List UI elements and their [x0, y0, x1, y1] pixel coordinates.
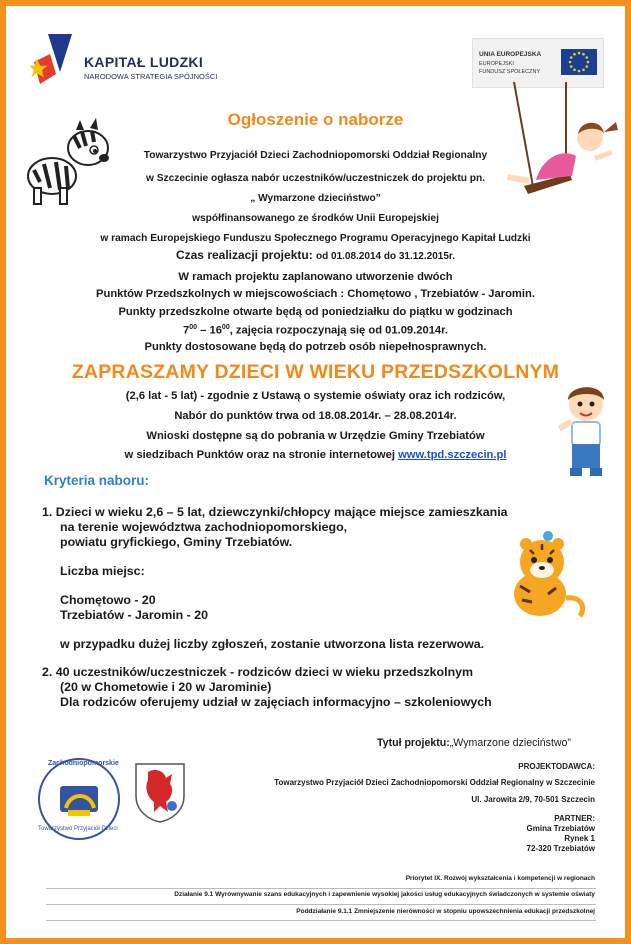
plan-line-3: Punkty przedszkolne otwarte będą od poniedziałku do piątku w godzinach	[118, 306, 513, 318]
intro-line-2: w Szczecinie ogłasza nabór uczestników/uczestniczek do projektu pn.	[145, 173, 486, 184]
seats-label: Liczba miejsc:	[60, 564, 145, 578]
web-prefix: w siedzibach Punktów oraz na stronie internetowej	[124, 449, 399, 461]
criterion-1-line-1: 1. Dzieci w wieku 2,6 – 5 lat, dziewczynki/chłopcy mające miejsce zamieszkania	[42, 505, 508, 519]
intro-line-5: w ramach Europejskiego Funduszu Społecznego Programu Operacyjnego Kapitał Ludzki	[100, 233, 531, 244]
trzebiatow-coat-of-arms-icon	[134, 762, 186, 824]
eu-flag-icon	[561, 49, 597, 75]
realization-line	[6, 248, 625, 262]
footer-divider-2	[46, 904, 596, 905]
hours-end-sup: 00	[221, 324, 230, 331]
project-title-label: Tytuł projektu:	[377, 737, 450, 749]
eu-logo-line1: UNIA EUROPEJSKA	[479, 51, 542, 58]
partner-line-3: 72-320 Trzebiatów	[526, 844, 595, 853]
hours-sep: – 16	[197, 324, 222, 337]
footer-line-1: Priorytet IX. Rozwój wykształcenia i kompetencji w regionach	[405, 875, 595, 882]
web-line	[6, 449, 625, 461]
tiger-illustration-icon	[500, 528, 596, 624]
criterion-2-line-1: 2. 40 uczestników/uczestniczek - rodziców dzieci w wieku przedszkolnym	[42, 665, 474, 679]
intro-line-4: współfinansowanego ze środków Unii Europejskiej	[192, 213, 439, 224]
eu-logo	[472, 38, 604, 88]
partner-line-1: Gmina Trzebiatów	[526, 824, 595, 833]
hours-start-sup: 00	[189, 324, 198, 331]
footer-line-2: Działanie 9.1 Wyrównywanie szans edukacyjnych i zapewnienie wysokiej jakości usług edukacyjnych świadczonych w systemie oświaty	[174, 891, 595, 898]
kapital-ludzki-logo	[28, 32, 228, 90]
forms-line: Wnioski dostępne są do pobrania w Urzędzie Gminy Trzebiatów	[146, 430, 485, 442]
reserve-list-line: w przypadku dużej liczby zgłoszeń, zostanie utworzona lista rezerwowa.	[60, 637, 485, 651]
criteria-heading: Kryteria naboru:	[44, 473, 150, 488]
kapital-ludzki-emblem-icon	[28, 32, 78, 90]
project-title-value: „Wymarzone dzieciństwo”	[449, 737, 571, 749]
plan-line-2: Punktów Przedszkolnych w miejscowościach : Chomętowo , Trzebiatów - Jaromin.	[96, 288, 535, 300]
criterion-1-line-2: na terenie województwa zachodniopomorskiego,	[60, 520, 348, 534]
eu-logo-line2: EUROPEJSKI	[479, 61, 514, 67]
kapital-ludzki-subtitle: NARODOWA STRATEGIA SPÓJNOŚCI	[84, 72, 218, 81]
footer-divider-3	[46, 920, 596, 921]
project-title-line	[377, 737, 571, 749]
tpd-logo	[36, 756, 122, 842]
footer-line-3: Poddziałanie 9.1.1 Zmniejszenie nierówności w stopniu upowszechnienia edukacji przedszkolnej	[296, 908, 595, 915]
invite-heading: ZAPRASZAMY DZIECI W WIEKU PRZEDSZKOLNYM	[71, 361, 560, 383]
seats-chometowo: Chomętowo - 20	[60, 593, 156, 607]
intro-line-3: „ Wymarzone dzieciństwo”	[250, 193, 381, 204]
partner-line-2: Rynek 1	[564, 834, 595, 843]
kapital-ludzki-title: KAPITAŁ LUDZKI	[84, 54, 204, 70]
intro-line-1: Towarzystwo Przyjaciół Dzieci Zachodniopomorski Oddział Regionalny	[143, 150, 488, 161]
plan-line-1: W ramach projektu zaplanowano utworzenie dwóch	[178, 271, 453, 283]
hours-rest: , zajęcia rozpoczynają się od 01.09.2014r.	[229, 324, 448, 337]
boy-illustration-icon	[554, 382, 618, 480]
age-line: (2,6 lat - 5 lat) - zgodnie z Ustawą o systemie oświaty oraz ich rodziców,	[125, 390, 506, 402]
promoter-label: PROJEKTODAWCA:	[518, 762, 595, 771]
announcement-title: Ogłoszenie o naborze	[227, 110, 404, 129]
partner-label: PARTNER:	[554, 814, 595, 823]
hours-start: 7	[183, 324, 190, 337]
realization-value: od 01.08.2014 do 31.12.2015r.	[316, 251, 456, 262]
criterion-2-line-3: Dla rodziców oferujemy udział w zajęciach informacyjno – szkoleniowych	[60, 695, 492, 709]
footer-divider-1	[46, 888, 596, 889]
criterion-2-line-2: (20 w Chometowie i 20 w Jarominie)	[60, 680, 272, 694]
realization-label: Czas realizacji projektu:	[175, 248, 313, 262]
promoter-address: Ul. Jarowita 2/9, 70-501 Szczecin	[471, 795, 595, 804]
seats-trzebiatow: Trzebiatów - Jaromin - 20	[60, 608, 209, 622]
eu-logo-line3: FUNDUSZ SPOŁECZNY	[479, 69, 541, 75]
website-link[interactable]: www.tpd.szczecin.pl	[398, 449, 507, 461]
accessible-line: Punkty dostosowane będą do potrzeb osób niepełnosprawnych.	[144, 341, 487, 353]
tpd-logo-top-text: Zachodniopomorskie	[48, 760, 119, 767]
hours-line	[6, 324, 625, 337]
promoter-name: Towarzystwo Przyjaciół Dzieci Zachodniopomorski Oddział Regionalny w Szczecinie	[274, 778, 595, 787]
criterion-1-line-3: powiatu gryfickiego, Gminy Trzebiatów.	[60, 535, 293, 549]
tpd-logo-bottom-text: Towarzystwo Przyjaciół Dzieci	[38, 826, 118, 832]
enroll-line: Nabór do punktów trwa od 18.08.2014r. – 28.08.2014r.	[174, 410, 457, 422]
